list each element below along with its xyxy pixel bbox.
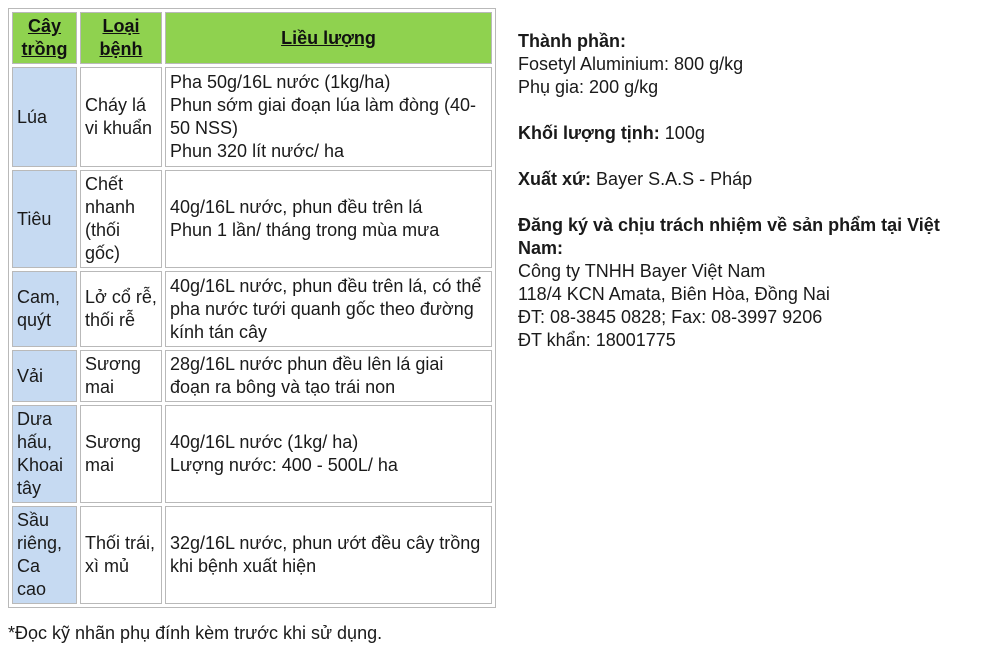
footnote: *Đọc kỹ nhãn phụ đính kèm trước khi sử dụng. — [8, 623, 383, 643]
table-row — [12, 67, 492, 167]
origin-label: Xuất xứ: — [518, 169, 592, 189]
dosage-line: Lượng nước: 400 - 500L/ ha — [170, 455, 398, 475]
disease-cell: Sương mai — [80, 405, 162, 503]
table-row — [12, 271, 492, 347]
dosage-cell — [165, 271, 492, 347]
net-weight-value: 100g — [659, 123, 705, 143]
dosage-line: 40g/16L nước, phun đều trên lá — [170, 197, 423, 217]
dosage-line: 40g/16L nước, phun đều trên lá, có thể pha nước tưới quanh gốc theo đường kính tán cây — [170, 275, 482, 342]
table-row — [12, 506, 492, 604]
crop-cell: Lúa — [12, 67, 77, 167]
disease-cell: Cháy lá vi khuẩn — [80, 67, 162, 167]
table-row — [12, 350, 492, 402]
header-disease: Loại bệnh — [80, 12, 162, 64]
dosage-cell — [165, 350, 492, 402]
dosage-line: 40g/16L nước (1kg/ ha) — [170, 432, 359, 452]
net-weight-label: Khối lượng tịnh: — [518, 123, 660, 143]
product-info — [518, 30, 988, 375]
disease-cell: Sương mai — [80, 350, 162, 402]
header-dosage: Liều lượng — [165, 12, 492, 64]
registrant-emergency-phone: ĐT khẩn: 18001775 — [518, 330, 676, 350]
disease-cell: Lở cổ rễ, thối rễ — [80, 271, 162, 347]
composition-line: Fosetyl Aluminium: 800 g/kg — [518, 54, 744, 74]
dosage-line: 32g/16L nước, phun ướt đều cây trồng khi bệnh xuất hiện — [170, 533, 481, 576]
composition-block — [518, 30, 988, 99]
dosage-line: Phun sớm giai đoạn lúa làm đòng (40-50 NSS) — [170, 95, 476, 138]
composition-label: Thành phần: — [518, 31, 626, 51]
net-weight-block — [518, 122, 988, 145]
registrant-label: Đăng ký và chịu trách nhiệm về sản phẩm tại Việt Nam: — [518, 215, 940, 258]
table-header-row — [12, 12, 492, 64]
disease-cell: Chết nhanh (thối gốc) — [80, 170, 162, 268]
crop-cell: Sầu riêng, Ca cao — [12, 506, 77, 604]
crop-cell: Tiêu — [12, 170, 77, 268]
crop-cell: Vải — [12, 350, 77, 402]
header-crop: Cây trồng — [12, 12, 77, 64]
dosage-line: Phun 320 lít nước/ ha — [170, 141, 344, 161]
registrant-company: Công ty TNHH Bayer Việt Nam — [518, 261, 766, 281]
dosage-line: Phun 1 lần/ tháng trong mùa mưa — [170, 220, 440, 240]
registrant-phone-fax: ĐT: 08-3845 0828; Fax: 08-3997 9206 — [518, 307, 823, 327]
dosage-table — [8, 8, 496, 608]
disease-cell: Thối trái, xì mủ — [80, 506, 162, 604]
dosage-cell — [165, 67, 492, 167]
origin-block — [518, 168, 988, 191]
origin-value: Bayer S.A.S - Pháp — [591, 169, 753, 189]
table-row — [12, 170, 492, 268]
dosage-cell — [165, 506, 492, 604]
crop-cell: Dưa hấu, Khoai tây — [12, 405, 77, 503]
table-row — [12, 405, 492, 503]
crop-cell: Cam, quýt — [12, 271, 77, 347]
dosage-line: Pha 50g/16L nước (1kg/ha) — [170, 72, 391, 92]
dosage-line: 28g/16L nước phun đều lên lá giai đoạn ra bông và tạo trái non — [170, 354, 444, 397]
dosage-cell — [165, 405, 492, 503]
registrant-address: 118/4 KCN Amata, Biên Hòa, Đồng Nai — [518, 284, 830, 304]
dosage-cell — [165, 170, 492, 268]
registrant-block — [518, 214, 988, 352]
composition-line: Phụ gia: 200 g/kg — [518, 77, 659, 97]
